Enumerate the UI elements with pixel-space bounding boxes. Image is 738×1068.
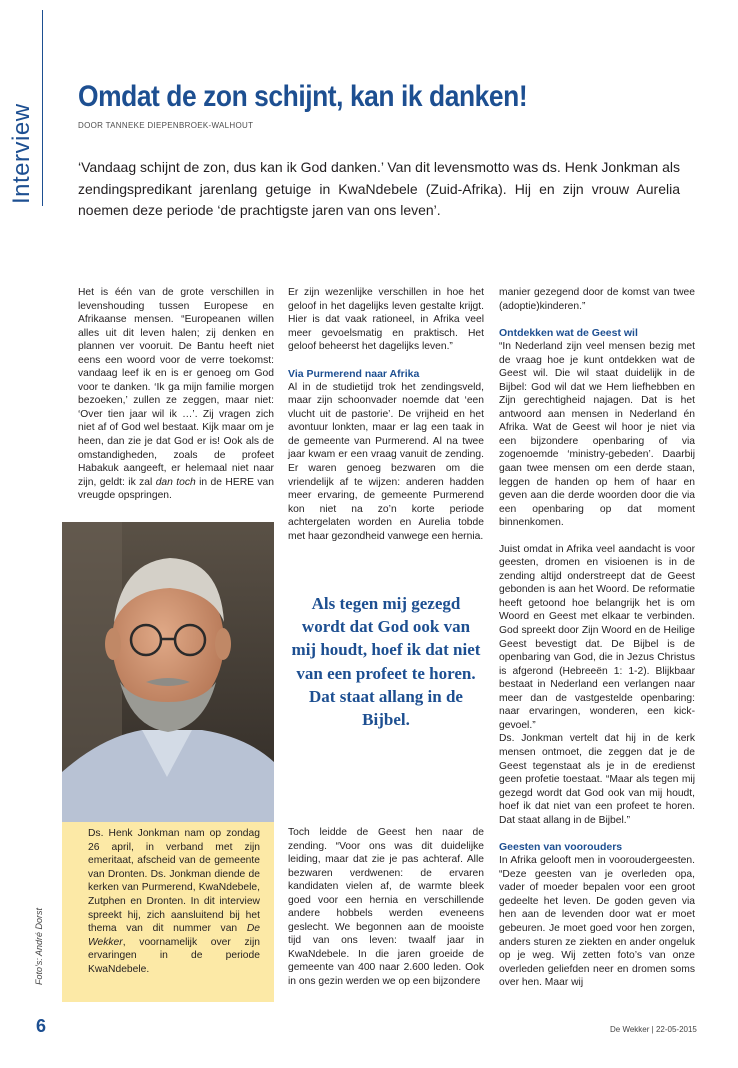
photo-caption: Ds. Henk Jonkman nam op zondag 26 april, in verband met zijn emeritaat, afscheid van de gemeente van Dronten. Ds. Jonkman diende de kerken van Purmerend, KwaNdebele, Zutphen en Dronten. In dit interview spreekt hij, zich aansluitend bij het thema van dit nummer van De Wekker, voornamelijk over zijn ervaringen in de periode KwaNdebele.: [62, 822, 274, 1002]
paragraph: Het is één van de grote verschillen in levenshouding tussen Europese en Afrikaanse mensen. “Europeanen willen alles uit dit leven halen; zij denken en plannen ver vooruit. De Bantu heeft niet eens een woord voor de verre toekomst: vandaag leef ik en is er genoeg om God voor te danken. ‘Ik ga mijn familie morgen bezoeken,’ zullen ze zeggen, maar niet: ‘Over tien jaar wil ik …’. Zij vragen zich niet af of God wel bestaat. Kijk maar om je heen, dan zie je dat God er is! Ook als de omstandigheden, zoals de profeet Habakuk aangeeft, er helemaal niet naar zijn, geldt: ik zal dan toch in de HERE van vreugde opspringen.: [78, 287, 274, 502]
column-2: [288, 286, 484, 543]
article-title: Omdat de zon schijnt, kan ik danken!: [78, 80, 528, 113]
column-1: [78, 286, 274, 503]
paragraph: Toch leidde de Geest hen naar de zending. “Voor ons was dit duidelijke leiding, maar dat zie je pas achteraf. Alle bezwaren verdwenen: de ervaren kandidaten vielen af, de warmte bleek goed voor een hernia en verschillende andere hobbels werden eveneens geslecht. We begonnen aan de mooiste tijd van ons leven: twaalf jaar in KwaNdebele. In die jaren groeide de gemeente van 400 naar 2.600 leden. Ook in ons gezin werden we op een bijzondere: [288, 827, 484, 988]
paragraph: Er zijn wezenlijke verschillen in hoe het geloof in het dagelijks leven gestalte krijgt. Hier is dat vaak rationeel, in Afrika veel meer gevoelsmatig en praktisch. Het geloof beheerst het dagelijks leven.”: [288, 287, 484, 353]
column-3: [499, 286, 695, 990]
emphasis: De Wekker: [88, 923, 260, 948]
footer: De Wekker | 22-05-2015: [610, 1025, 697, 1034]
section-rule: [42, 10, 43, 206]
section-label: Interview: [8, 103, 35, 204]
subheading: Geesten van voorouders: [499, 841, 623, 854]
subheading: Via Purmerend naar Afrika: [288, 367, 420, 380]
paragraph: Juist omdat in Afrika veel aandacht is voor geesten, dromen en visioenen is in de zending altijd onderstreept dat de Geest gebonden is aan het Woord. De reformatie heeft getoond hoe belangrijk het is om Woord en Geest met elkaar te verbinden. God spreekt door Zijn Woord en de Heilige Geest bevestigt dat. De Bijbel is de openbaring van God, die in Jezus Christus is afgerond (Hebreeën 1: 1-2). Blijkbaar bestaat in Nederland een verlangen naar meer dan de vastgestelde openbaring: naar ervaringen, wonderen, een kick-gevoel.”: [499, 543, 695, 731]
paragraph: “In Nederland zijn veel mensen bezig met de vraag hoe je kunt ontdekken wat de Geest wil. Die wil staat duidelijk in de Bijbel: God wil dat we Hem liefhebben en Zijn gerechtigheid najagen. Dat is het antwoord aan mensen in Nederland én Afrika. Wat de Geest wil hoor je niet via een bijzondere openbaring of via zogenoemde ‘ministry-gebeden’. Daarbij gaan twee mensen om een derde staan, leggen de handen op hem of haar en geven aan die derde woorden door die via een openbaring op dat moment binnenkomen.: [499, 341, 695, 529]
paragraph: In Afrika gelooft men in vooroudergeesten. “Deze geesten van je overleden opa, vader of moeder bepalen voor een groot gedeelte het leven. De goden geven via hen aan de levenden door wat er moet gebeuren. Je moet goed voor hen zorgen, anders sturen ze ziekten en ander ongeluk op je weg. Wij zetten foto’s van onze overleden geliefden neer en dromen soms over hen. Maar wij: [499, 855, 695, 989]
paragraph: manier gezegend door de komst van twee (adoptie)kinderen.”: [499, 287, 695, 312]
column-2-continued: [288, 826, 484, 989]
paragraph: Ds. Jonkman vertelt dat hij in de kerk mensen ontmoet, die zeggen dat je de Geest tegenstaat als je in de eredienst geen profetie toestaat. “Maar als tegen mij gezegd wordt dat God ook van mij houdt, hoef ik dat niet van een profeet te horen. Dat staat allang in de Bijbel.”: [499, 733, 695, 826]
page-number: 6: [36, 1016, 47, 1036]
paragraph: Al in de studietijd trok het zendingsveld, maar zijn schoonvader noemde dat ‘een vlucht uit de pastorie’. De vrijheid en het avontuur lonkten, maar er lag een taak in de gemeente van Purmerend. Al na twee jaar kwam er een vraag vanuit de zending. Er waren genoeg bezwaren om die vriendelijk af te wijzen: anderen hadden meer ervaring, de gemeente Purmerend kon niet na zo’n korte periode achtergelaten worden en Aurelia tobde met haar gezondheid vanwege een hernia.: [288, 381, 484, 542]
photo-credit: Foto’s: André Dorst: [34, 907, 44, 985]
pull-quote: Als tegen mij gezegd wordt dat God ook van mij houdt, hoef ik dat niet van een profeet te horen. Dat staat allang in de Bijbel.: [291, 594, 481, 730]
subheading: Ontdekken wat de Geest wil: [499, 327, 638, 340]
portrait-photo: [62, 522, 274, 822]
byline: DOOR TANNEKE DIEPENBROEK-WALHOUT: [78, 121, 254, 130]
intro-paragraph: ‘Vandaag schijnt de zon, dus kan ik God danken.’ Van dit levensmotto was ds. Henk Jonkman als zendingspredikant jarenlang getuige in KwaNdebele (Zuid-Afrika). Hij en zijn vrouw Aurelia noemen deze periode ‘de prachtigste jaren van ons leven’.: [78, 159, 680, 218]
emphasis: dan toch: [155, 476, 196, 488]
